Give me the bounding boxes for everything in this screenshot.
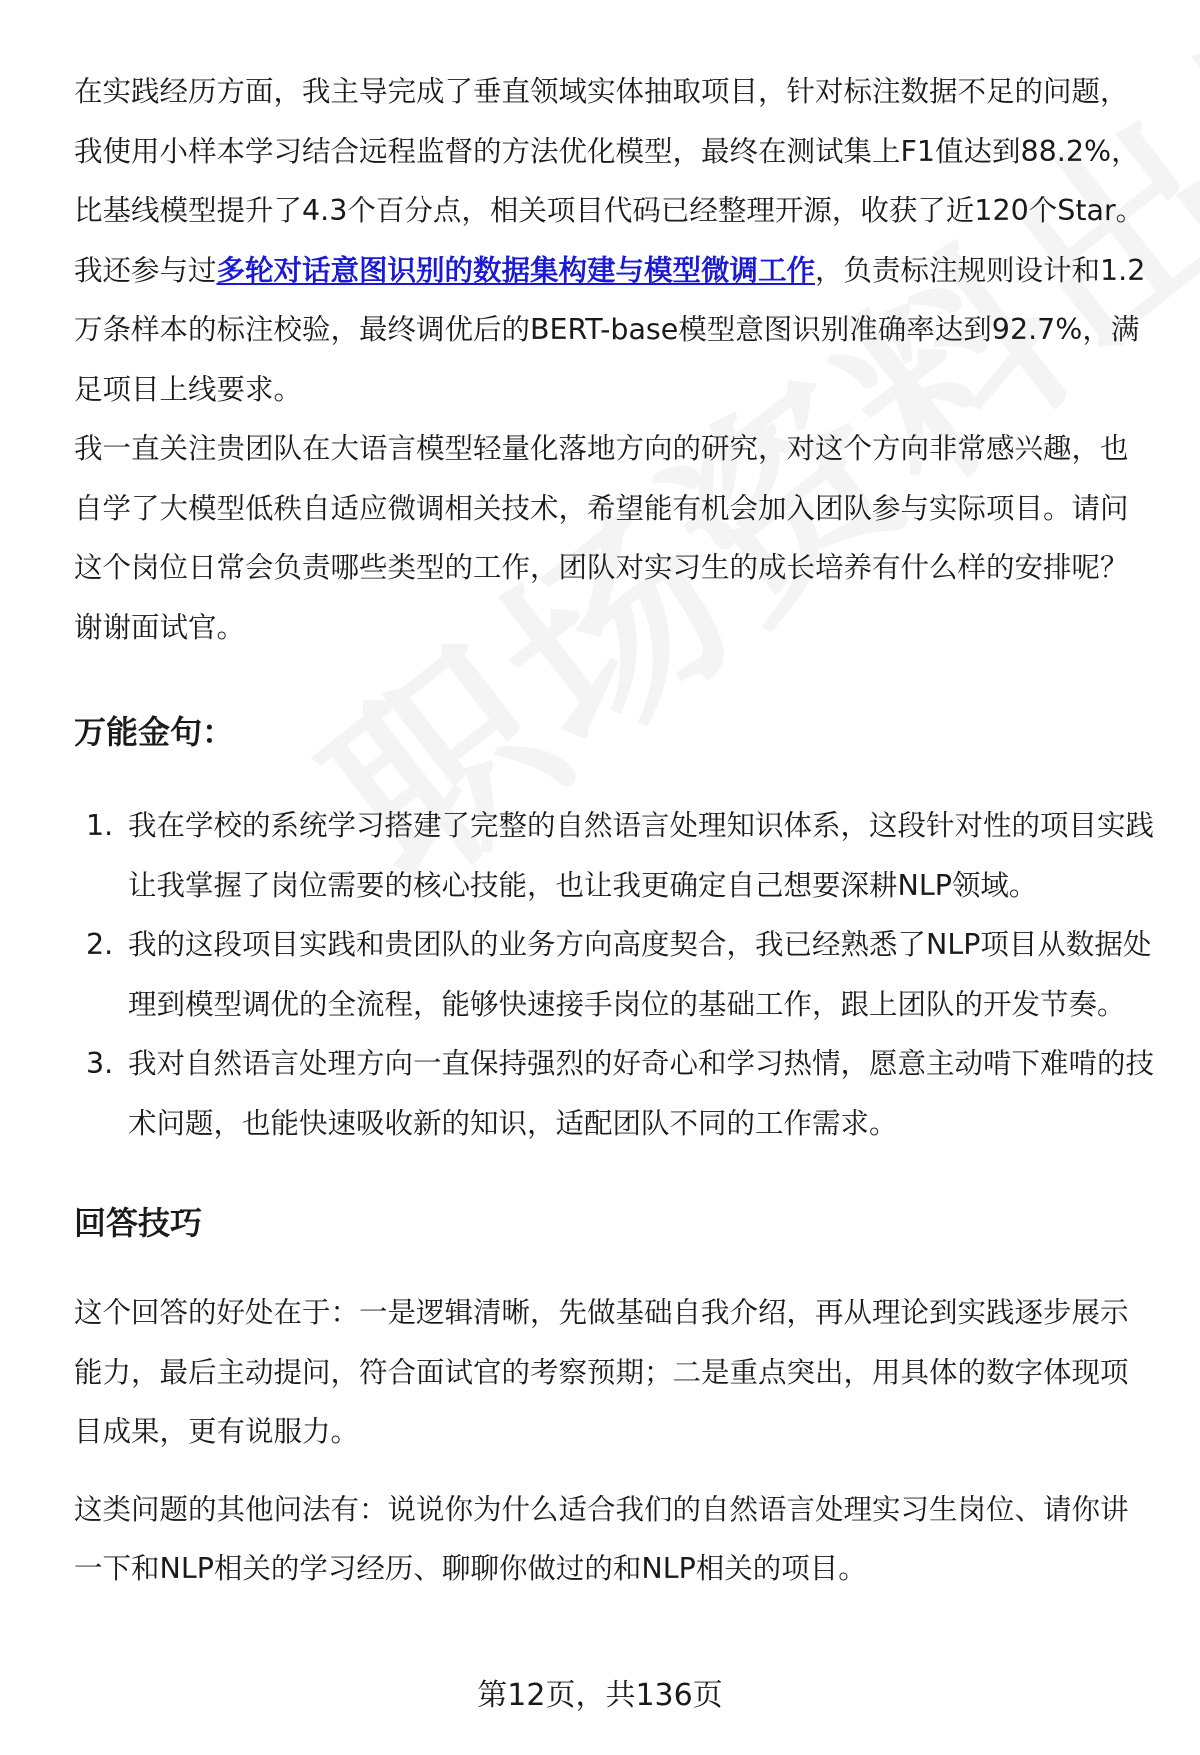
list-number: 1. <box>86 809 114 842</box>
tips-paragraph-1: 这个回答的好处在于：一是逻辑清晰，先做基础自我介绍，再从理论到实践逐步展示能力，最后主动提问，符合面试官的考察预期；二是重点突出，用具体的数字体现项目成果，更有说服力。 <box>74 1296 1129 1448</box>
list-number: 3. <box>86 1047 114 1080</box>
page-footer: 第12页，共136页 <box>477 1678 723 1713</box>
tips-heading: 回答技巧 <box>74 1204 203 1242</box>
list-text: 我的这段项目实践和贵团队的业务方向高度契合，我已经熟悉了NLP项目从数据处理到模型调优的全流程，能够快速接手岗位的基础工作，跟上团队的开发节奏。 <box>128 928 1152 1021</box>
document-body <box>74 62 1154 1599</box>
intro-paragraph-2: 我一直关注贵团队在大语言模型轻量化落地方向的研究，对这个方向非常感兴趣，也自学了大模型低秩自适应微调相关技术，希望能有机会加入团队参与实际项目。请问这个岗位日常会负责哪些类型的工作，团队对实习生的成长培养有什么样的安排呢？谢谢面试官。 <box>74 432 1129 644</box>
list-item <box>74 1034 1154 1153</box>
list-item <box>74 915 1154 1034</box>
list-text: 我在学校的系统学习搭建了完整的自然语言处理知识体系，这段针对性的项目实践让我掌握了岗位需要的核心技能，也让我更确定自己想要深耕NLP领域。 <box>128 809 1155 902</box>
list-number: 2. <box>86 928 114 961</box>
golden-heading: 万能金句： <box>74 713 235 751</box>
intro-text-before-link: 在实践经历方面，我主导完成了垂直领域实体抽取项目，针对标注数据不足的问题，我使用小样本学习结合远程监督的方法优化模型，最终在测试集上F1值达到88.2%，比基线模型提升了4.3个百分点，相关项目代码已经整理开源，收获了近120个Star。我还参与过 <box>74 75 1145 287</box>
intro-text-after-link: ，负责标注规则设计和1.2万条样本的标注校验，最终调优后的BERT-base模型意图识别准确率达到92.7%，满足项目上线要求。 <box>74 253 1146 406</box>
golden-list <box>74 796 1154 1153</box>
tips-paragraph-2: 这类问题的其他问法有：说说你为什么适合我们的自然语言处理实习生岗位、请你讲一下和NLP相关的学习经历、聊聊你做过的和NLP相关的项目。 <box>74 1492 1129 1585</box>
list-text: 我对自然语言处理方向一直保持强烈的好奇心和学习热情，愿意主动啃下难啃的技术问题，也能快速吸收新的知识，适配团队不同的工作需求。 <box>128 1047 1155 1140</box>
list-item <box>74 796 1154 915</box>
intro-paragraph-1 <box>74 62 1154 419</box>
highlight-link[interactable]: 多轮对话意图识别的数据集构建与模型微调工作 <box>216 253 816 287</box>
